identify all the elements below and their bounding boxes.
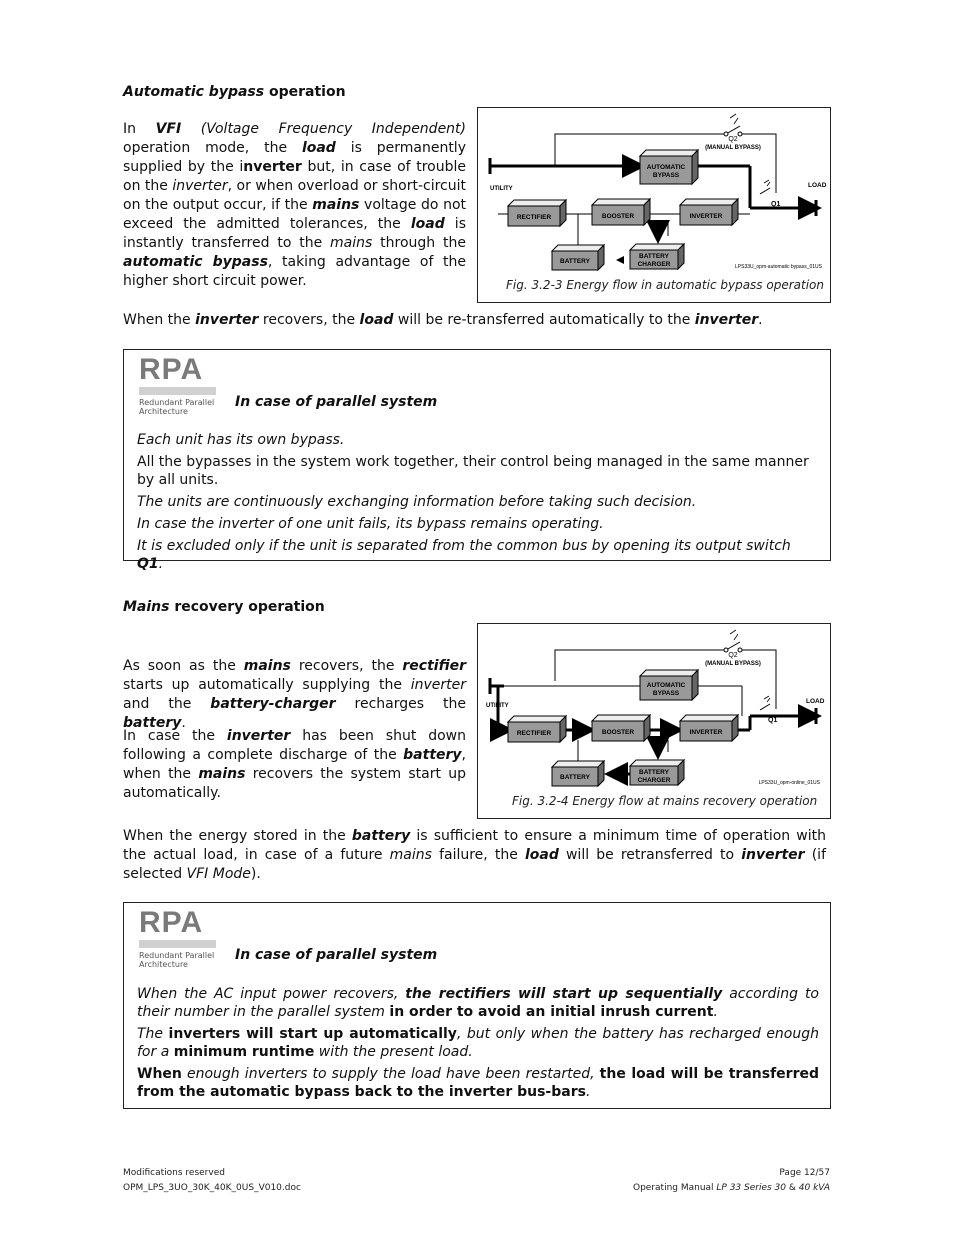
svg-text:LPS33U_opm-automatic bypass_01: LPS33U_opm-automatic bypass_01US [735, 264, 822, 270]
svg-text:BOOSTER: BOOSTER [601, 729, 635, 736]
svg-text:BYPASS: BYPASS [652, 172, 680, 179]
svg-text:(MANUAL BYPASS): (MANUAL BYPASS) [705, 661, 761, 667]
svg-text:(MANUAL BYPASS): (MANUAL BYPASS) [705, 145, 761, 151]
svg-text:INVERTER: INVERTER [689, 729, 723, 736]
svg-text:INVERTER: INVERTER [689, 213, 723, 220]
footer-page-number: Page 12/57 [779, 1168, 830, 1178]
automatic-bypass-block [640, 150, 698, 184]
svg-text:RECTIFIER: RECTIFIER [516, 730, 552, 737]
svg-text:CHARGER: CHARGER [637, 261, 671, 268]
rpa-title: In case of parallel system [235, 947, 438, 963]
rpa-logo: RPA Redundant Parallel Architecture [139, 353, 215, 416]
svg-text:Q2: Q2 [728, 652, 738, 659]
svg-text:BYPASS: BYPASS [652, 690, 680, 697]
q1-switch-icon [760, 704, 770, 710]
inverter-block [680, 715, 738, 741]
svg-text:UTILITY: UTILITY [486, 703, 509, 709]
figure-caption: Fig. 3.2-3 Energy flow in automatic bypass operation [506, 278, 824, 292]
svg-text:Q1: Q1 [771, 201, 781, 208]
svg-text:AUTOMATIC: AUTOMATIC [646, 164, 686, 171]
rpa-line: It is excluded only if the unit is separated from the common bus by opening its output switch Q1. [137, 538, 791, 572]
q1-switch-icon [760, 188, 770, 194]
booster-block [592, 715, 650, 741]
energy-flow-diagram [478, 624, 830, 818]
svg-text:BATTERY: BATTERY [560, 258, 590, 265]
battery-block [552, 245, 604, 270]
mains-recovery-paragraph-1: As soon as the mains recovers, the rectifier starts up automatically supplying the inverter and the battery-charger recharges the battery. [123, 658, 466, 731]
svg-text:BOOSTER: BOOSTER [601, 213, 635, 220]
energy-flow-diagram [478, 108, 830, 302]
rectifier-block [508, 716, 566, 742]
after-recovery-paragraph: When the energy stored in the battery is sufficient to ensure a minimum time of operation with the actual load, in case of a future mains failure, the load will be retransferred to inverter (if selected VFI Mode). [123, 828, 826, 882]
figure-automatic-bypass [477, 107, 831, 303]
svg-text:BATTERY: BATTERY [560, 774, 590, 781]
svg-text:AUTOMATIC: AUTOMATIC [646, 682, 686, 689]
footer-left [123, 1166, 301, 1196]
rpa-line: When enough inverters to supply the load have been restarted, the load will be transferred from the automatic bypass back to the inverter bus-bars. [137, 1066, 819, 1100]
section-heading-automatic-bypass: Automatic bypass operation [123, 84, 346, 100]
rpa-note-box [123, 349, 831, 572]
svg-text:LOAD: LOAD [806, 698, 825, 705]
svg-text:Q2: Q2 [728, 136, 738, 143]
footer-manual-title: Operating Manual LP 33 Series 30 & 40 kVA [632, 1183, 830, 1193]
rpa-line: In case the inverter of one unit fails, its bypass remains operating. [137, 516, 604, 532]
svg-text:RECTIFIER: RECTIFIER [516, 214, 552, 221]
rpa-body [137, 985, 819, 1105]
mains-recovery-paragraph-2: In case the inverter has been shut down following a complete discharge of the battery, when the mains recovers the system start up automatically. [123, 728, 466, 801]
rpa-logo: RPA Redundant Parallel Architecture [139, 906, 215, 969]
svg-text:LOAD: LOAD [808, 182, 827, 189]
figure-mains-recovery [477, 623, 831, 819]
battery-charger-block [630, 244, 684, 269]
rpa-line: When the AC input power recovers, the rectifiers will start up sequentially according to their number in the parallel system in order to avoid an initial inrush current. [137, 986, 820, 1020]
footer-right [633, 1166, 830, 1196]
inverter-block [680, 199, 738, 225]
rpa-body [137, 431, 819, 577]
automatic-bypass-block [640, 670, 698, 700]
svg-text:BATTERY: BATTERY [639, 253, 669, 260]
battery-block [552, 761, 604, 786]
svg-text:BATTERY: BATTERY [639, 769, 669, 776]
booster-block [592, 199, 650, 225]
after-bypass-paragraph: When the inverter recovers, the load will be re-transferred automatically to the inverter. [123, 312, 763, 328]
rpa-line: All the bypasses in the system work together, their control being managed in the same manner by all units. [137, 454, 809, 488]
svg-text:Q1: Q1 [768, 717, 778, 724]
svg-text:LPS33U_opm-online_01US: LPS33U_opm-online_01US [758, 780, 820, 786]
rpa-line: The inverters will start up automatically, but only when the battery has recharged enough for a minimum runtime with the present load. [137, 1026, 820, 1060]
rpa-line: Each unit has its own bypass. [137, 432, 345, 448]
section-heading-mains-recovery: Mains recovery operation [123, 599, 325, 615]
rpa-title: In case of parallel system [235, 394, 438, 410]
footer-modifications: Modifications reserved [123, 1168, 225, 1178]
automatic-bypass-paragraph: In VFI (Voltage Frequency Independent) operation mode, the load is permanently supplied by the inverter but, in case of trouble on the inverter, or when overload or short-circuit on the output occur, if the mains voltage do not exceed the admitted tolerances, the load is instantly transferred to the mains through the automatic bypass, taking advantage of the higher short circuit power. [123, 121, 467, 289]
svg-text:CHARGER: CHARGER [637, 777, 671, 784]
svg-text:UTILITY: UTILITY [490, 186, 513, 192]
rpa-note-box [123, 902, 831, 1109]
battery-charger-block [630, 760, 684, 785]
footer-filename: OPM_LPS_3UO_30K_40K_0US_V010.doc [123, 1183, 301, 1193]
rectifier-block [508, 200, 566, 226]
figure-caption: Fig. 3.2-4 Energy flow at mains recovery operation [512, 794, 818, 808]
rpa-line: The units are continuously exchanging information before taking such decision. [137, 494, 697, 510]
